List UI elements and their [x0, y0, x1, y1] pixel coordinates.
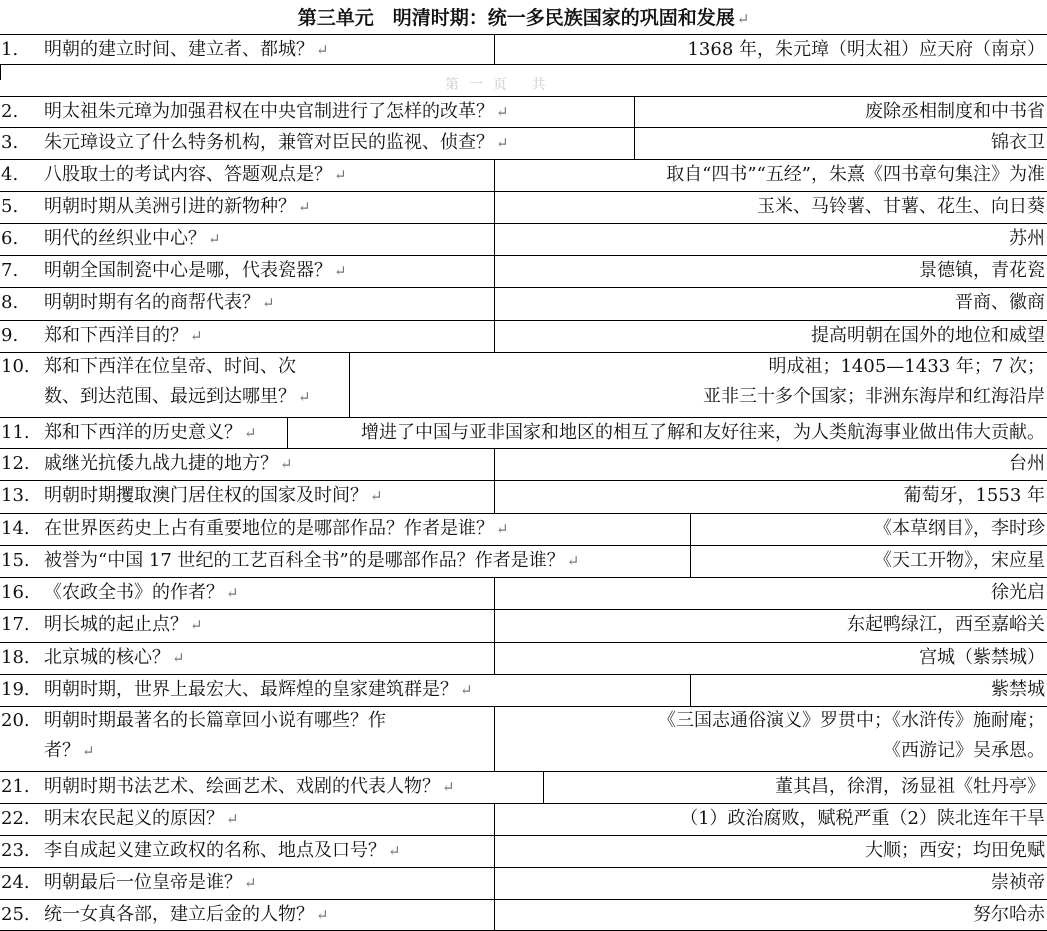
question-text: 明朝最后一位皇帝是谁？ — [44, 872, 242, 893]
question-text: 明朝时期，世界上最宏大、最辉煌的皇家建筑群是？ — [44, 679, 458, 700]
answer-cell — [690, 513, 1045, 545]
question-cell — [44, 545, 686, 577]
answer-line: 《西游记》吴承恩。 — [883, 740, 1045, 761]
row-number: 10. — [1, 356, 30, 377]
answer-cell — [494, 34, 1045, 64]
answer-cell — [494, 480, 1045, 513]
question-cell — [44, 674, 686, 706]
faint-page-label: 第一页 共 — [445, 77, 556, 93]
table-row — [0, 320, 1047, 353]
table-row — [0, 803, 1047, 836]
title-text: 第三单元 明清时期：统一多民族国家的巩固和发展 — [297, 7, 735, 29]
answer-line: 《三国志通俗演义》罗贯中；《水浒传》施耐庵； — [658, 710, 1045, 731]
row-number: 6. — [1, 228, 19, 249]
table-row — [0, 577, 1047, 610]
table-row — [0, 223, 1047, 256]
table-row — [0, 34, 1047, 65]
document-title — [0, 2, 1047, 35]
answer-text: 宫城（紫禁城） — [919, 647, 1045, 668]
table-row — [0, 771, 1047, 804]
table-row — [0, 417, 1047, 449]
question-cell — [44, 417, 283, 448]
answer-line: 亚非三十多个国家；非洲东海岸和红海沿岸 — [703, 386, 1045, 407]
table-row — [0, 835, 1047, 868]
question-text: 明朝的建立时间、建立者、都城？ — [44, 39, 314, 60]
answer-text: 废除丞相制度和中书省 — [865, 101, 1045, 122]
answer-cell — [494, 577, 1045, 609]
answer-text: 《天工开物》，宋应星 — [874, 550, 1045, 571]
question-cell — [44, 320, 490, 352]
return-mark: ↵ — [388, 842, 401, 860]
table-row — [0, 287, 1047, 321]
table-row — [0, 545, 1047, 578]
row-number: 3. — [1, 132, 19, 153]
table-row — [0, 127, 1047, 160]
question-line: 明朝时期最著名的长篇章回小说有哪些？作 — [44, 710, 386, 731]
row-number: 1. — [1, 39, 19, 60]
row-number: 16. — [1, 582, 30, 603]
row-number: 2. — [1, 101, 19, 122]
row-number: 25. — [1, 904, 30, 925]
question-text: 明朝时期书法艺术、绘画艺术、戏剧的代表人物？ — [44, 776, 440, 797]
row-number: 22. — [1, 808, 30, 829]
table-row — [0, 674, 1047, 707]
table-row — [0, 609, 1047, 643]
question-text: 《农政全书》的作者？ — [44, 582, 224, 603]
table-row — [0, 513, 1047, 546]
question-cell — [44, 899, 490, 930]
row-number: 21. — [1, 776, 30, 797]
question-text: 郑和下西洋目的？ — [44, 325, 188, 346]
return-mark: ↵ — [442, 778, 455, 796]
answer-text: 锦衣卫 — [991, 132, 1045, 153]
question-cell — [44, 352, 345, 417]
table-row — [0, 159, 1047, 192]
answer-cell — [494, 609, 1045, 642]
answer-cell — [494, 223, 1045, 255]
return-mark: ↵ — [316, 906, 329, 924]
answer-text: 晋商、徽商 — [955, 292, 1045, 313]
question-cell — [44, 96, 630, 127]
answer-text: 崇祯帝 — [991, 872, 1045, 893]
row-number: 8. — [1, 292, 19, 313]
answer-text: （1）政治腐败，赋税严重（2）陕北连年干旱 — [680, 808, 1045, 829]
answer-text: 景德镇，青花瓷 — [919, 260, 1045, 281]
return-mark: ↵ — [298, 388, 311, 406]
answer-text: 台州 — [1009, 453, 1045, 474]
return-mark: ↵ — [172, 649, 185, 667]
question-cell — [44, 835, 490, 867]
return-mark: ↵ — [280, 455, 293, 473]
answer-cell — [543, 771, 1045, 803]
return-mark: ↵ — [226, 810, 239, 828]
return-mark: ↵ — [460, 681, 473, 699]
question-cell — [44, 609, 490, 642]
question-text: 八股取士的考试内容、答题观点是？ — [44, 164, 332, 185]
row-number: 23. — [1, 840, 30, 861]
answer-text: 取自“四书”“五经”，朱熹《四书章句集注》为准 — [666, 164, 1045, 185]
question-text: 明太祖朱元璋为加强君权在中央官制进行了怎样的改革？ — [44, 101, 494, 122]
answer-text: 1368 年，朱元璋（明太祖）应天府（南京） — [687, 39, 1045, 60]
return-mark: ↵ — [82, 742, 95, 760]
table-row — [0, 448, 1047, 481]
question-text: 明朝时期有名的商帮代表？ — [44, 292, 260, 313]
question-cell — [44, 255, 490, 287]
row-number: 9. — [1, 325, 19, 346]
answer-cell — [494, 803, 1045, 835]
row-number: 19. — [1, 679, 30, 700]
row-number: 4. — [1, 164, 19, 185]
question-text: 郑和下西洋的历史意义？ — [44, 422, 242, 443]
question-text: 戚继光抗倭九战九捷的地方？ — [44, 453, 278, 474]
return-mark: ↵ — [244, 874, 257, 892]
question-line: 数、到达范围、最远到达哪里？ — [44, 386, 296, 407]
answer-text: 紫禁城 — [991, 679, 1045, 700]
return-mark: ↵ — [226, 584, 239, 602]
row-number: 15. — [1, 550, 30, 571]
return-mark: ↵ — [190, 616, 203, 634]
return-mark: ↵ — [334, 262, 347, 280]
answer-cell — [287, 417, 1045, 448]
return-mark: ↵ — [566, 552, 580, 570]
question-line: 郑和下西洋在位皇帝、时间、次 — [44, 356, 296, 377]
return-mark: ↵ — [496, 103, 509, 121]
question-cell — [44, 287, 490, 320]
table-row — [0, 352, 1047, 418]
row-number: 13. — [1, 485, 30, 506]
table-row — [0, 480, 1047, 514]
question-cell — [44, 448, 490, 480]
question-text: 明长城的起止点？ — [44, 614, 188, 635]
answer-text: 《本草纲目》，李时珍 — [874, 518, 1045, 539]
answer-text: 努尔哈赤 — [973, 904, 1045, 925]
question-text: 北京城的核心？ — [44, 647, 170, 668]
return-mark: ↵ — [316, 41, 329, 59]
row-number: 11. — [1, 422, 30, 443]
row-number: 7. — [1, 260, 19, 281]
question-text: 明朝全国制瓷中心是哪，代表瓷器？ — [44, 260, 332, 281]
table-row — [0, 899, 1047, 931]
answer-cell — [690, 674, 1045, 706]
row-number: 12. — [1, 453, 30, 474]
question-cell — [44, 127, 630, 159]
question-cell — [44, 642, 490, 674]
return-mark: ↵ — [244, 424, 257, 442]
question-text: 李自成起义建立政权的名称、地点及口号？ — [44, 840, 386, 861]
answer-cell — [690, 545, 1045, 577]
answer-cell — [494, 320, 1045, 352]
return-mark: ↵ — [190, 327, 203, 345]
question-cell — [44, 34, 490, 64]
question-line: 者？ — [44, 740, 80, 761]
row-number: 5. — [1, 196, 19, 217]
answer-cell — [494, 255, 1045, 287]
row-number: 20. — [1, 710, 30, 731]
question-text: 被誉为“中国 17 世纪的工艺百科全书”的是哪部作品？作者是谁？ — [44, 550, 565, 571]
table-row — [0, 706, 1047, 772]
answer-cell — [494, 287, 1045, 320]
question-cell — [44, 480, 490, 513]
return-mark: ↵ — [298, 198, 311, 216]
answer-cell — [494, 867, 1045, 899]
answer-cell — [494, 191, 1045, 223]
answer-text: 徐光启 — [991, 582, 1045, 603]
answer-cell — [494, 642, 1045, 674]
row-number: 14. — [1, 518, 30, 539]
question-cell — [44, 577, 490, 609]
table-row — [0, 642, 1047, 675]
question-cell — [44, 513, 686, 545]
answer-cell — [494, 835, 1045, 867]
answer-text: 葡萄牙，1553 年 — [903, 485, 1045, 506]
table-row — [0, 96, 1047, 128]
answer-text: 大顺；西安；均田免赋 — [865, 840, 1045, 861]
return-mark: ↵ — [334, 166, 347, 184]
return-mark: ↵ — [496, 134, 509, 152]
return-mark: ↵ — [262, 294, 275, 312]
question-text: 在世界医药史上占有重要地位的是哪部作品？作者是谁？ — [44, 518, 494, 539]
return-mark: ↵ — [370, 487, 383, 505]
return-mark: ↵ — [208, 230, 221, 248]
answer-cell — [634, 96, 1045, 127]
question-cell — [44, 159, 490, 191]
page-break-band — [0, 64, 1047, 97]
answer-text: 董其昌，徐渭，汤显祖《牡丹亭》 — [775, 776, 1045, 797]
row-number: 17. — [1, 614, 30, 635]
question-text: 统一女真各部，建立后金的人物？ — [44, 904, 314, 925]
question-text: 明朝时期攫取澳门居住权的国家及时间？ — [44, 485, 368, 506]
question-cell — [44, 771, 539, 803]
return-mark: ↵ — [496, 520, 509, 538]
answer-text: 提高明朝在国外的地位和威望 — [811, 325, 1045, 346]
question-text: 明末农民起义的原因？ — [44, 808, 224, 829]
question-cell — [44, 706, 490, 771]
answer-cell — [494, 448, 1045, 480]
question-cell — [44, 867, 490, 899]
answer-text: 玉米、马铃薯、甘薯、花生、向日葵 — [757, 196, 1045, 217]
question-cell — [44, 191, 490, 223]
question-text: 明朝时期从美洲引进的新物种？ — [44, 196, 296, 217]
answer-text: 增进了中国与亚非国家和地区的相互了解和友好往来，为人类航海事业做出伟大贡献。 — [361, 422, 1045, 443]
answer-cell — [634, 127, 1045, 159]
table-row — [0, 255, 1047, 288]
answer-cell — [494, 706, 1045, 771]
answer-cell — [494, 159, 1045, 191]
row-number: 18. — [1, 647, 30, 668]
table-row — [0, 867, 1047, 900]
answer-cell — [494, 899, 1045, 930]
answer-text: 苏州 — [1009, 228, 1045, 249]
question-cell — [44, 803, 490, 835]
answer-line: 明成祖；1405—1433 年；7 次； — [768, 356, 1045, 377]
question-cell — [44, 223, 490, 255]
question-text: 朱元璋设立了什么特务机构，兼管对臣民的监视、侦查？ — [44, 132, 494, 153]
answer-text: 东起鸭绿江，西至嘉峪关 — [847, 614, 1045, 635]
row-number: 24. — [1, 872, 30, 893]
table-row — [0, 191, 1047, 224]
question-text: 明代的丝织业中心？ — [44, 228, 206, 249]
return-mark: ↵ — [736, 10, 750, 28]
answer-cell — [349, 352, 1045, 417]
